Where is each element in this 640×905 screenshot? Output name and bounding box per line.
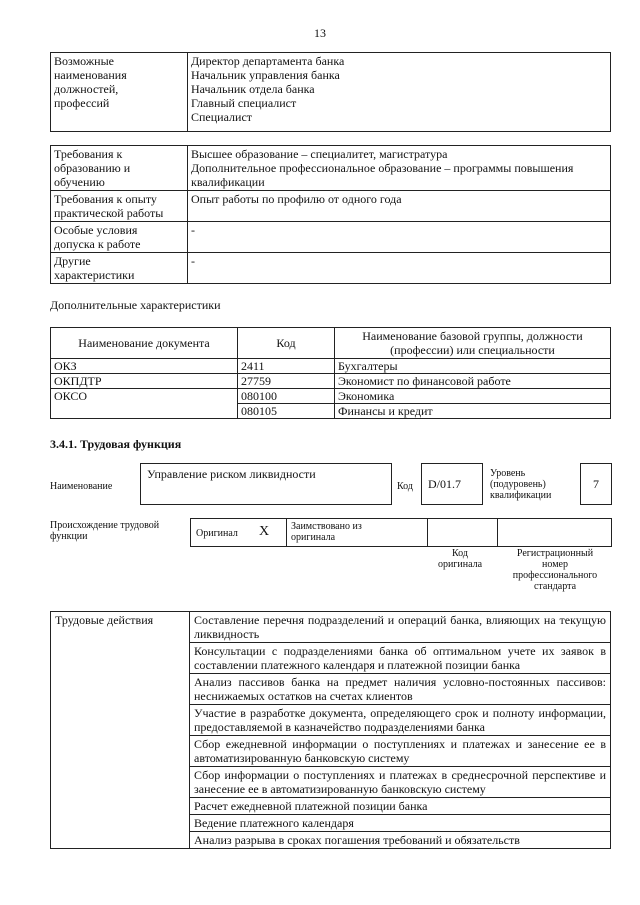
orig-code-caption: Код оригинала <box>437 548 483 570</box>
code-cell: 2411 <box>238 359 335 374</box>
name-label: Наименование <box>50 481 113 492</box>
possible-names-value: Директор департамента банка Начальник управления банка Начальник отдела банка Главный специалист Специалист <box>188 53 611 132</box>
job-titles-table <box>50 52 611 132</box>
section-title: 3.4.1. Трудовая функция <box>50 437 182 451</box>
origin-label: Происхождение трудовой функции <box>50 520 160 542</box>
experience-value: Опыт работы по профилю от одного года <box>188 191 611 222</box>
action-item: Ведение платежного календаря <box>190 815 611 832</box>
action-item: Расчет ежедневной платежной позиции банка <box>190 798 611 815</box>
header-code: Код <box>238 328 335 359</box>
name-cell: Экономист по финансовой работе <box>335 374 611 389</box>
divider <box>497 519 498 546</box>
education-label: Требования к образованию и обучению <box>51 146 188 191</box>
action-item: Анализ разрыва в сроках погашения требований и обязательств <box>190 832 611 849</box>
code-value: D/01.7 <box>428 477 461 491</box>
action-item: Сбор ежедневной информации о поступлениях и платежах и занесение ее в автоматизированную банковскую систему <box>190 736 611 767</box>
level-value: 7 <box>593 477 599 491</box>
code-cell: 080105 <box>238 404 335 419</box>
code-cell: 080100 <box>238 389 335 404</box>
requirements-table <box>50 145 611 284</box>
level-box <box>580 463 612 505</box>
code-label: Код <box>397 481 413 492</box>
borrowed-label: Заимствовано из оригинала <box>291 521 362 543</box>
other-value: - <box>188 253 611 284</box>
table-row <box>51 389 611 404</box>
doc-cell: ОКСО <box>51 389 238 419</box>
function-name-box <box>140 463 392 505</box>
action-item: Составление перечня подразделений и операций банка, влияющих на текущую ликвидность <box>190 612 611 643</box>
action-item: Анализ пассивов банка на предмет наличия условно-постоянных пассивов: неснижаемых остатков на счетах клиентов <box>190 674 611 705</box>
original-label: Оригинал <box>196 528 238 539</box>
table-row <box>51 612 611 643</box>
table-header-row <box>51 328 611 359</box>
code-box <box>421 463 483 505</box>
original-mark: X <box>259 524 270 539</box>
additional-title: Дополнительные характеристики <box>50 298 221 312</box>
doc-cell: ОКПДТР <box>51 374 238 389</box>
reg-caption: Регистрационный номер профессионального стандарта <box>512 548 598 592</box>
action-item: Участие в разработке документа, определяющего срок и полноту информации, предоставляемой в казначейство подразделениями банка <box>190 705 611 736</box>
table-row <box>51 53 611 132</box>
table-row <box>51 253 611 284</box>
special-conditions-label: Особые условия допуска к работе <box>51 222 188 253</box>
divider <box>286 519 287 546</box>
name-cell: Финансы и кредит <box>335 404 611 419</box>
table-row <box>51 374 611 389</box>
origin-box <box>190 518 612 547</box>
level-label: Уровень (подуровень) квалификации <box>490 468 552 501</box>
name-cell: Экономика <box>335 389 611 404</box>
table-row <box>51 146 611 191</box>
education-value: Высшее образование – специалитет, магистратура Дополнительное профессиональное образование – программы повышения квалификации <box>188 146 611 191</box>
action-item: Сбор информации о поступлениях и платежах в среднесрочной перспективе и занесение ее в автоматизированную банковскую систему <box>190 767 611 798</box>
possible-names-label: Возможные наименования должностей, профессий <box>51 53 188 132</box>
table-row <box>51 222 611 253</box>
action-item: Консультации с подразделениями банка об оптимальном учете их заявок в составлении платежного календаря и платежной позиции банка <box>190 643 611 674</box>
header-name: Наименование базовой группы, должности (профессии) или специальности <box>335 328 611 359</box>
actions-label: Трудовые действия <box>51 612 190 849</box>
code-cell: 27759 <box>238 374 335 389</box>
divider <box>427 519 428 546</box>
function-name-value: Управление риском ликвидности <box>147 467 316 481</box>
actions-table <box>50 611 611 849</box>
special-conditions-value: - <box>188 222 611 253</box>
experience-label: Требования к опыту практической работы <box>51 191 188 222</box>
header-document: Наименование документа <box>51 328 238 359</box>
page-number: 13 <box>314 26 326 40</box>
table-row <box>51 359 611 374</box>
name-cell: Бухгалтеры <box>335 359 611 374</box>
doc-cell: ОКЗ <box>51 359 238 374</box>
additional-table <box>50 327 611 419</box>
table-row <box>51 191 611 222</box>
other-label: Другие характеристики <box>51 253 188 284</box>
